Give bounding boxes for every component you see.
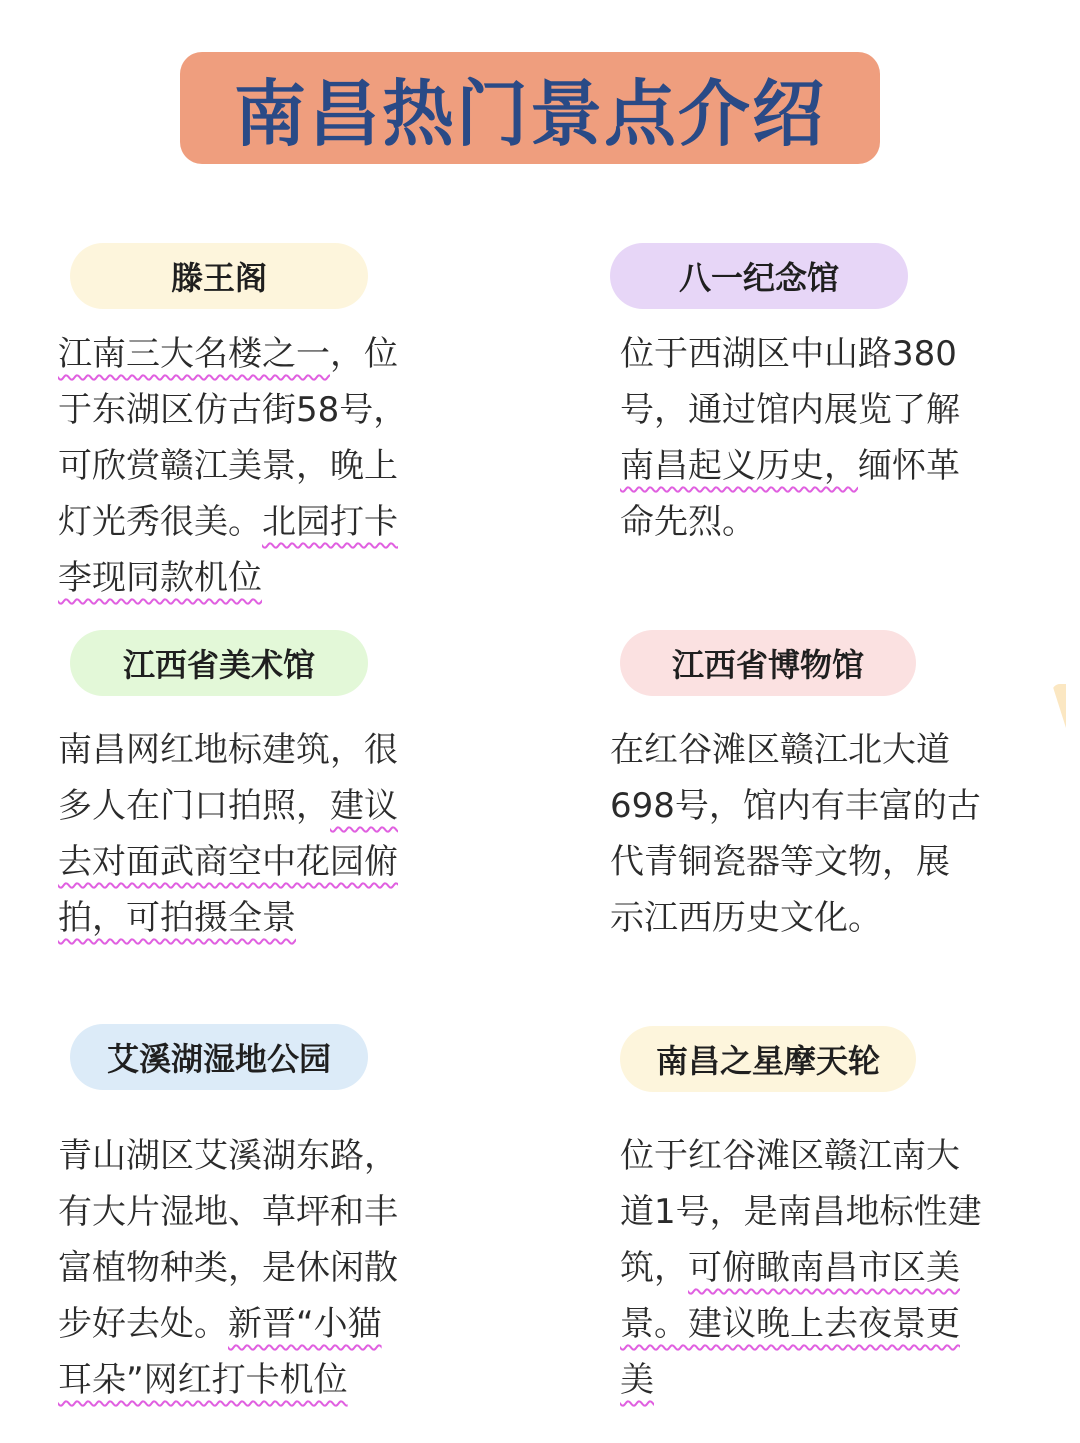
description-line — [58, 834, 398, 890]
description-text: 号，通过馆内展览了解 — [620, 390, 960, 430]
description-line — [58, 1128, 398, 1184]
page-title: 南昌热门景点介绍 — [233, 72, 826, 156]
description-text: 缅怀革 — [858, 446, 960, 486]
spot-pill-star-ferris-wheel — [620, 1026, 916, 1092]
description-line — [620, 1240, 982, 1296]
description-text: 南昌网红地标建筑，很 — [58, 730, 398, 770]
spot-name: 江西省博物馆 — [671, 646, 864, 684]
description-line — [58, 778, 398, 834]
spot-pill-art-museum — [70, 630, 368, 696]
description-line — [610, 890, 981, 946]
description-text: 多人在门口拍照， — [58, 786, 330, 826]
highlighted-text: 景。建议晚上去夜景更 — [620, 1304, 960, 1344]
description-text: 筑， — [620, 1248, 688, 1288]
highlighted-text: 去对面武商空中花园俯 — [58, 842, 398, 882]
description-text: 可欣赏赣江美景，晚上 — [58, 446, 398, 486]
description-text: 在红谷滩区赣江北大道 — [610, 730, 950, 770]
description-text: 有大片湿地、草坪和丰 — [58, 1192, 398, 1232]
description-line — [58, 1184, 398, 1240]
description-line — [620, 1184, 982, 1240]
spot-pill-aixi-lake-park — [70, 1024, 368, 1090]
highlighted-text: 李现同款机位 — [58, 558, 262, 598]
description-text: 步好去处。 — [58, 1304, 228, 1344]
spot-description-aixi-lake-park — [58, 1128, 398, 1408]
spot-description-bayi-memorial — [620, 326, 960, 550]
description-text: 示江西历史文化。 — [610, 898, 882, 938]
description-line — [610, 778, 981, 834]
highlighted-text: 北园打卡 — [262, 502, 398, 542]
highlighted-text: 建议 — [330, 786, 398, 826]
description-line — [620, 1352, 982, 1408]
description-line — [610, 722, 981, 778]
description-text: ，位 — [330, 334, 398, 374]
description-line — [620, 1128, 982, 1184]
highlighted-text: 美 — [620, 1360, 654, 1400]
description-line — [620, 382, 960, 438]
description-text: 位于红谷滩区赣江南大 — [620, 1136, 960, 1176]
title-banner — [180, 52, 880, 164]
spot-pill-provincial-museum — [620, 630, 916, 696]
spot-name: 艾溪湖湿地公园 — [106, 1040, 331, 1078]
spot-name: 八一纪念馆 — [678, 259, 839, 297]
spot-description-art-museum — [58, 722, 398, 946]
description-line — [58, 722, 398, 778]
description-line — [620, 1296, 982, 1352]
description-line — [620, 326, 960, 382]
description-line — [58, 494, 407, 550]
description-line — [58, 1352, 398, 1408]
highlighted-text: 可俯瞰南昌市区美 — [688, 1248, 960, 1288]
spot-pill-bayi-memorial — [610, 243, 908, 309]
description-text: 698号，馆内有丰富的古 — [610, 786, 981, 826]
description-line — [58, 1240, 398, 1296]
description-line — [620, 438, 960, 494]
spot-name: 江西省美术馆 — [122, 646, 315, 684]
description-line — [58, 1296, 398, 1352]
spot-pill-tengwangge — [70, 243, 368, 309]
description-text: 灯光秀很美。 — [58, 502, 262, 542]
spot-description-provincial-museum — [610, 722, 981, 946]
description-line — [610, 834, 981, 890]
decorative-corner-shape — [1052, 684, 1066, 728]
description-line — [58, 438, 407, 494]
spot-name: 南昌之星摩天轮 — [655, 1042, 880, 1080]
highlighted-text: 耳朵”网红打卡机位 — [58, 1360, 348, 1400]
description-line — [620, 494, 960, 550]
description-text: 代青铜瓷器等文物，展 — [610, 842, 950, 882]
description-line — [58, 326, 407, 382]
description-line — [58, 890, 398, 946]
highlighted-text: 南昌起义历史， — [620, 446, 858, 486]
highlighted-text: 拍，可拍摄全景 — [58, 898, 296, 938]
description-line — [58, 382, 407, 438]
highlighted-text: 新晋“小猫 — [228, 1304, 382, 1344]
description-text: 命先烈。 — [620, 502, 756, 542]
description-text: 道1号，是南昌地标性建 — [620, 1192, 982, 1232]
description-text: 青山湖区艾溪湖东路， — [58, 1136, 398, 1176]
description-text: 富植物种类，是休闲散 — [58, 1248, 398, 1288]
description-line — [58, 550, 407, 606]
description-text: 位于西湖区中山路380 — [620, 334, 957, 374]
highlighted-text: 江南三大名楼之一 — [58, 334, 330, 374]
spot-description-tengwangge — [58, 326, 407, 606]
spot-name: 滕王阁 — [170, 259, 267, 297]
description-text: 于东湖区仿古街58号， — [58, 390, 408, 430]
spot-description-star-ferris-wheel — [620, 1128, 982, 1408]
